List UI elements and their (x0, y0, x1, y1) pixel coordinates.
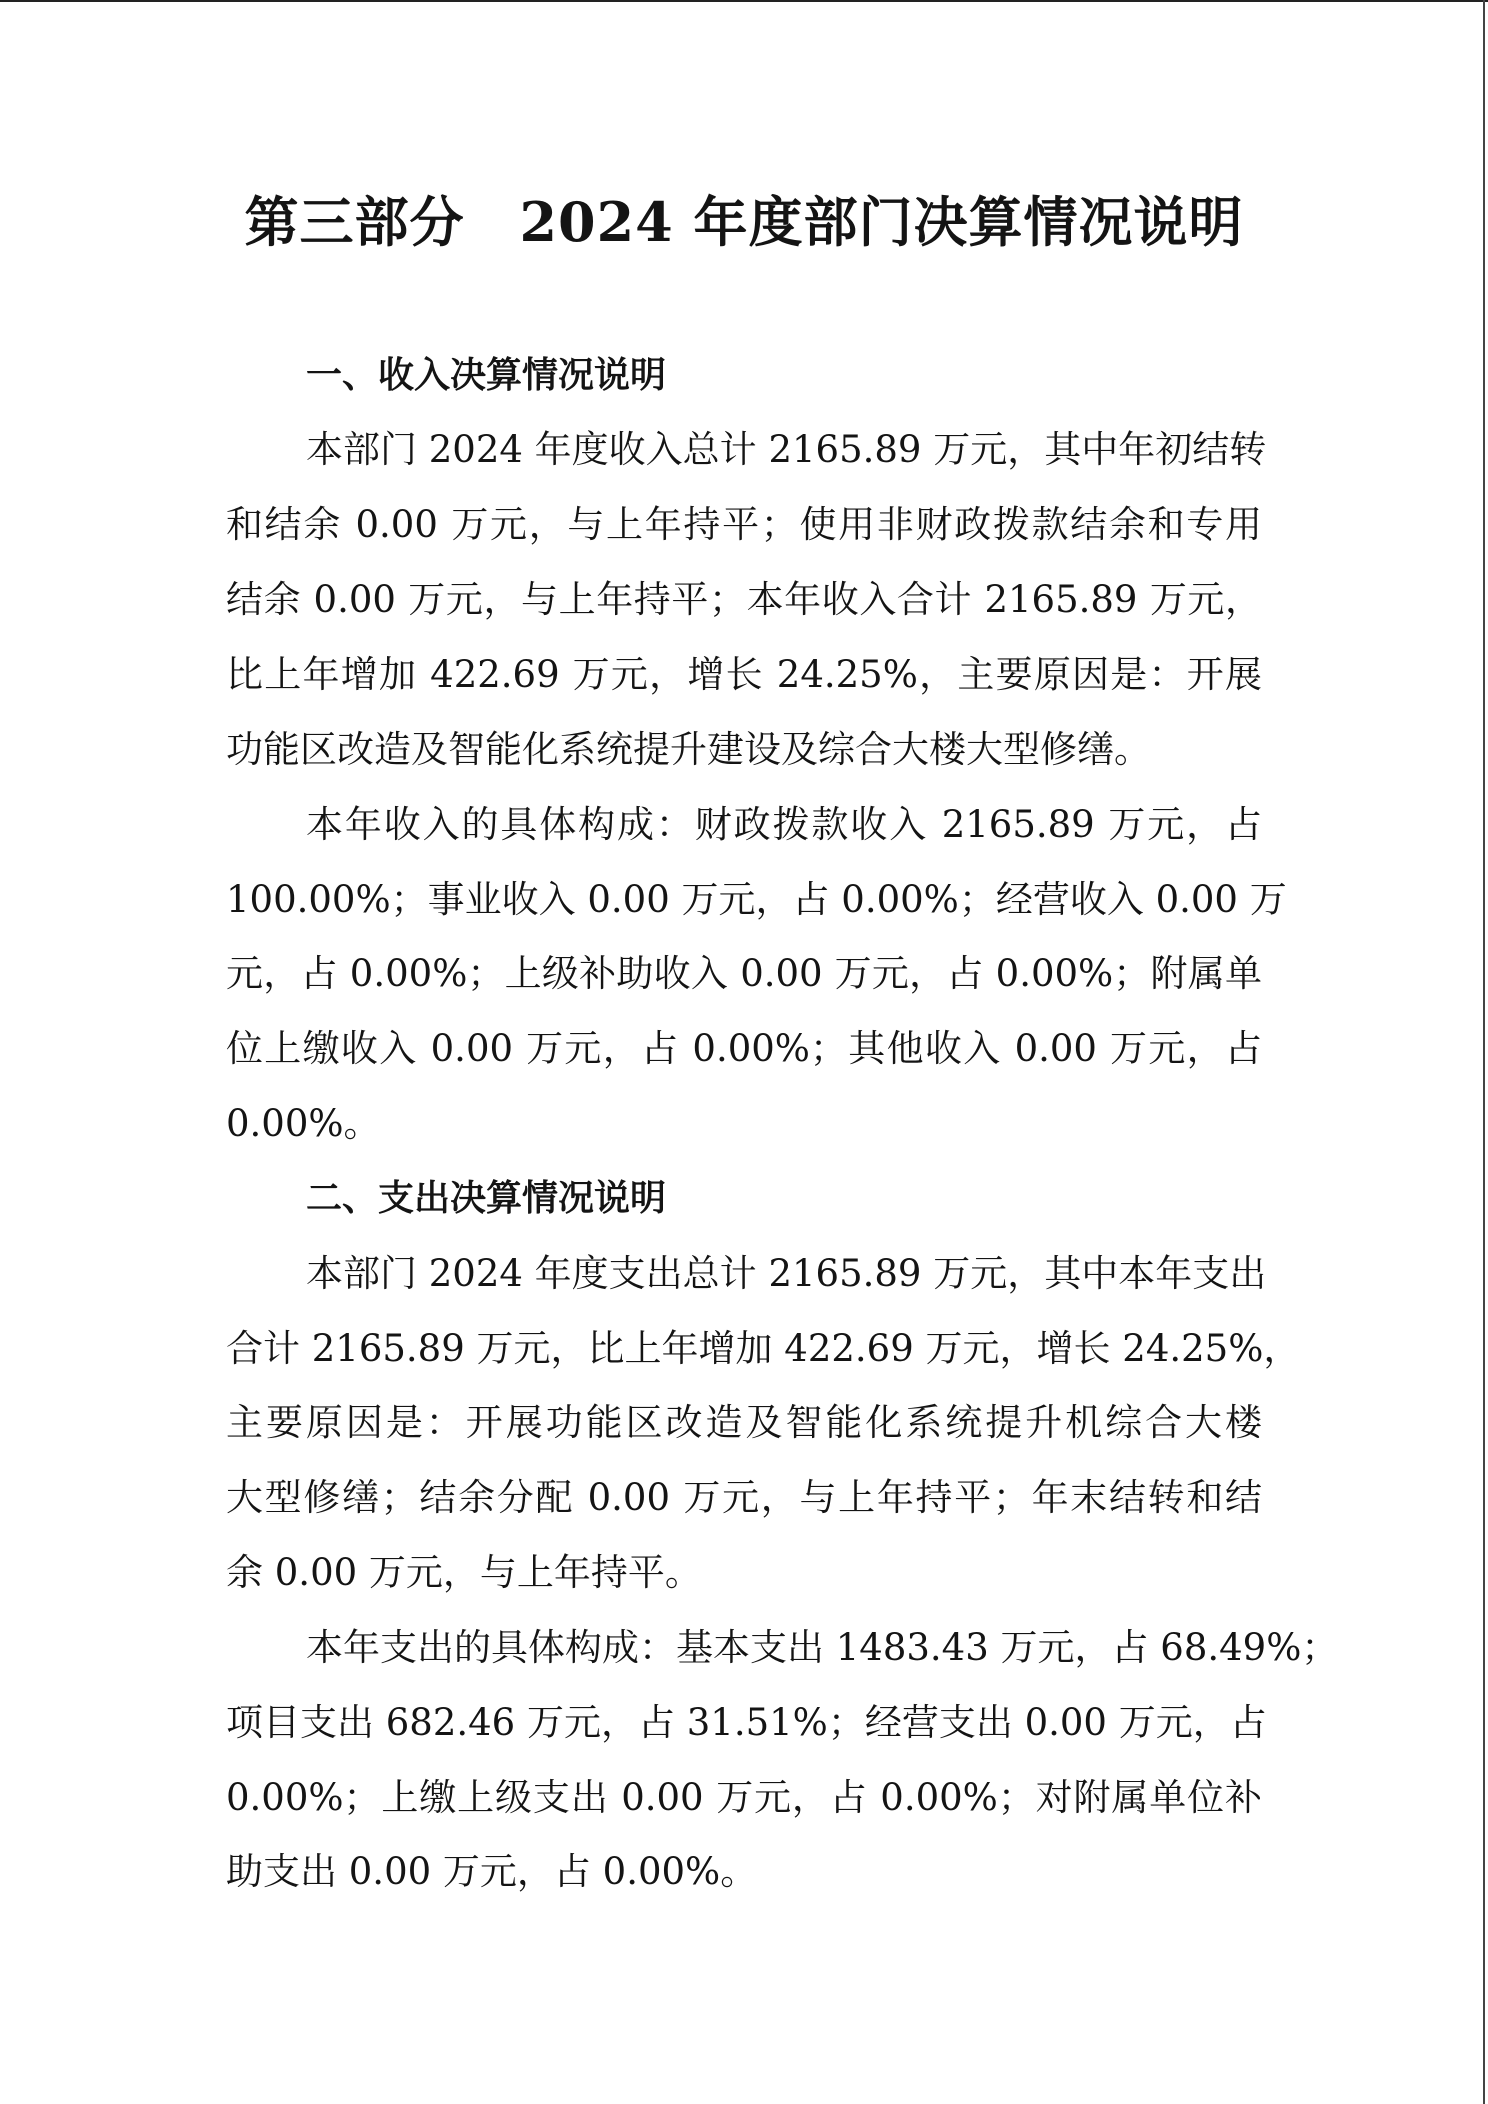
paragraph-expenditure-summary (226, 1237, 1301, 1611)
section-heading-income: 一、收入决算情况说明 (306, 354, 667, 396)
text-line: 主要原因是：开展功能区改造及智能化系统提升机综合大楼 (226, 1401, 1262, 1445)
section-heading-expenditure: 二、支出决算情况说明 (306, 1177, 667, 1219)
text-line: 余 0.00 万元，与上年持平。 (226, 1551, 702, 1595)
text-line: 合计 2165.89 万元，比上年增加 422.69 万元，增长 24.25%， (226, 1326, 1301, 1370)
text-line: 功能区改造及智能化系统提升建设及综合大楼大型修缮。 (226, 727, 1151, 771)
text-line: 和结余 0.00 万元，与上年持平；使用非财政拨款结余和专用 (226, 503, 1262, 547)
text-line: 0.00%。 (226, 1102, 381, 1146)
text-line: 元，占 0.00%；上级补助收入 0.00 万元，占 0.00%；附属单 (226, 952, 1262, 996)
text-line: 结余 0.00 万元，与上年持平；本年收入合计 2165.89 万元， (226, 578, 1262, 622)
text-line: 比上年增加 422.69 万元，增长 24.25%，主要原因是：开展 (226, 652, 1262, 696)
text-line: 项目支出 682.46 万元，占 31.51%；经营支出 0.00 万元，占 (226, 1700, 1267, 1744)
paragraph-income-composition (226, 788, 1287, 1162)
page-title: 第三部分 2024 年度部门决算情况说明 (244, 190, 1244, 254)
text-line: 本部门 2024 年度收入总计 2165.89 万元，其中年初结转 (306, 428, 1267, 472)
text-line: 位上缴收入 0.00 万元，占 0.00%；其他收入 0.00 万元，占 (226, 1027, 1262, 1071)
text-line: 大型修缮；结余分配 0.00 万元，与上年持平；年末结转和结 (226, 1476, 1262, 1520)
paragraph-income-summary (226, 413, 1267, 787)
text-line: 本部门 2024 年度支出总计 2165.89 万元，其中本年支出 (306, 1251, 1267, 1295)
document-body (226, 339, 1339, 1911)
page-top-edge (0, 0, 1488, 2)
text-line: 助支出 0.00 万元，占 0.00%。 (226, 1850, 758, 1894)
text-line: 0.00%；上缴上级支出 0.00 万元，占 0.00%；对附属单位补 (226, 1775, 1262, 1819)
text-line: 100.00%；事业收入 0.00 万元，占 0.00%；经营收入 0.00 万 (226, 877, 1287, 921)
page-right-edge (1483, 0, 1485, 2104)
paragraph-expenditure-composition (226, 1611, 1339, 1910)
text-line: 本年收入的具体构成：财政拨款收入 2165.89 万元，占 (306, 802, 1262, 846)
text-line: 本年支出的具体构成：基本支出 1483.43 万元，占 68.49%； (306, 1625, 1339, 1669)
